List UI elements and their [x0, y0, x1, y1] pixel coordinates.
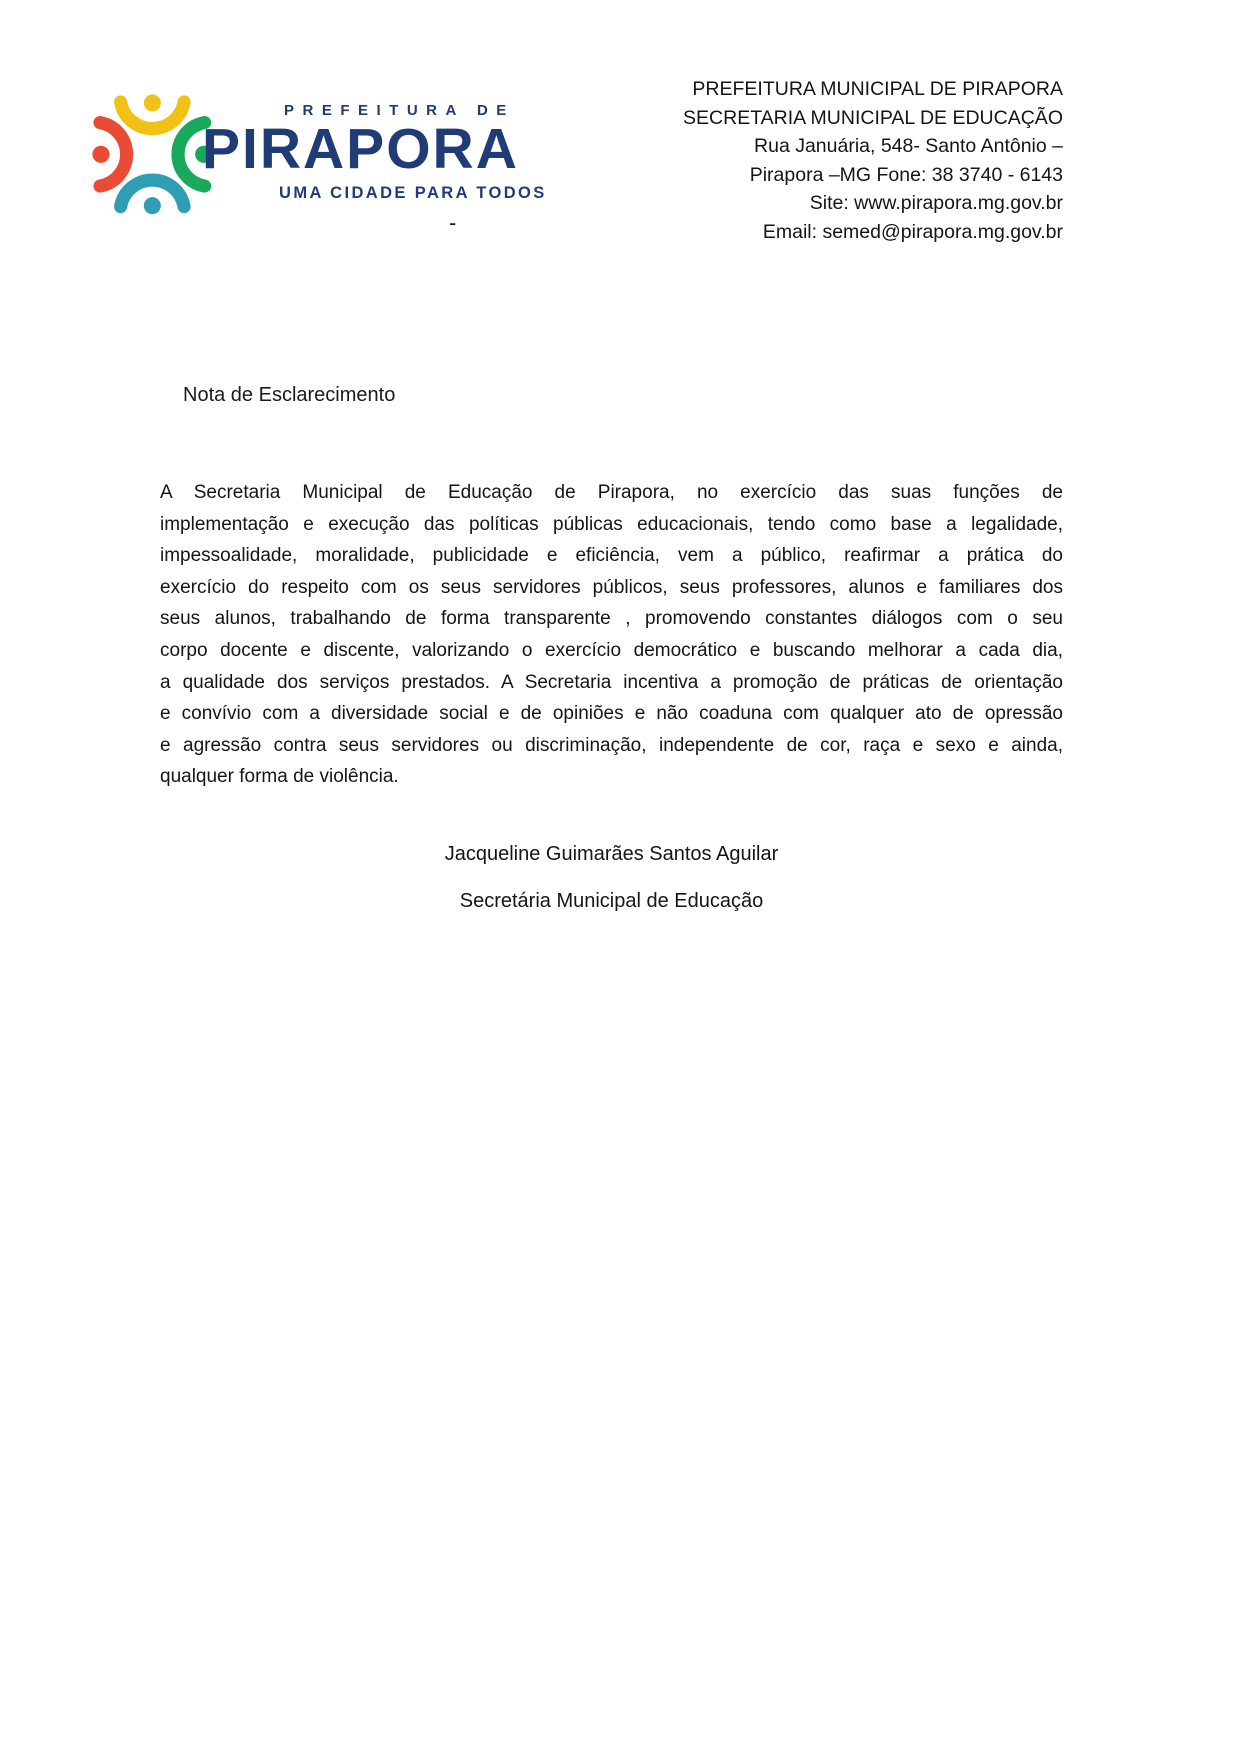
body-line: e convívio com a diversidade social e de opiniões e não coaduna com qualquer ato de opressão — [160, 703, 1063, 725]
letterhead-block — [683, 75, 1063, 247]
body-line: exercício do respeito com os seus servidores públicos, seus professores, alunos e familiares dos — [160, 576, 1063, 598]
letterhead-line-site: Site: www.pirapora.mg.gov.br — [809, 192, 1063, 215]
logo-person-left-icon — [92, 123, 126, 186]
letterhead-line-email: Email: semed@pirapora.mg.gov.br — [762, 220, 1063, 243]
body-line: e agressão contra seus servidores ou discriminação, independente de cor, raça e sexo e ainda, — [160, 734, 1063, 756]
logo-person-bottom-icon — [121, 180, 184, 214]
body-line: implementação e execução das políticas públicas educacionais, tendo como base a legalidade, — [160, 513, 1063, 535]
body-line: qualquer forma de violência. — [160, 766, 399, 788]
letterhead-line-org: PREFEITURA MUNICIPAL DE PIRAPORA — [692, 78, 1063, 100]
document-body — [160, 477, 1063, 793]
body-line: corpo docente e discente, valorizando o exercício democrático e buscando melhorar a cada dia, — [160, 639, 1063, 661]
letterhead-line-dept: SECRETARIA MUNICIPAL DE EDUCAÇÃO — [683, 106, 1063, 129]
signature-name: Jacqueline Guimarães Santos Aguilar — [444, 843, 779, 865]
logo-brand-name: PIRAPORA — [202, 117, 519, 181]
body-line: a qualidade dos serviços prestados. A Secretaria incentiva a promoção de práticas de orientação — [160, 671, 1063, 693]
logo-brand-top: PREFEITURA DE — [284, 102, 515, 119]
letterhead-line-address: Rua Januária, 548- Santo Antônio – — [754, 135, 1063, 158]
body-line: A Secretaria Municipal de Educação de Pirapora, no exercício das suas funções de — [160, 482, 1063, 503]
logo-dash: - — [449, 210, 457, 235]
body-line: seus alunos, trabalhando de forma transparente , promovendo constantes diálogos com o seu — [160, 608, 1063, 630]
signature-role: Secretária Municipal de Educação — [459, 890, 764, 912]
letterhead-line-phone: Pirapora –MG Fone: 38 3740 - 6143 — [749, 163, 1063, 186]
body-line: impessoalidade, moralidade, publicidade e eficiência, vem a público, reafirmar a prática do — [160, 545, 1063, 567]
logo-person-top-icon — [121, 94, 184, 128]
document-title: Nota de Esclarecimento — [183, 384, 396, 406]
logo-tagline: UMA CIDADE PARA TODOS — [279, 184, 547, 202]
